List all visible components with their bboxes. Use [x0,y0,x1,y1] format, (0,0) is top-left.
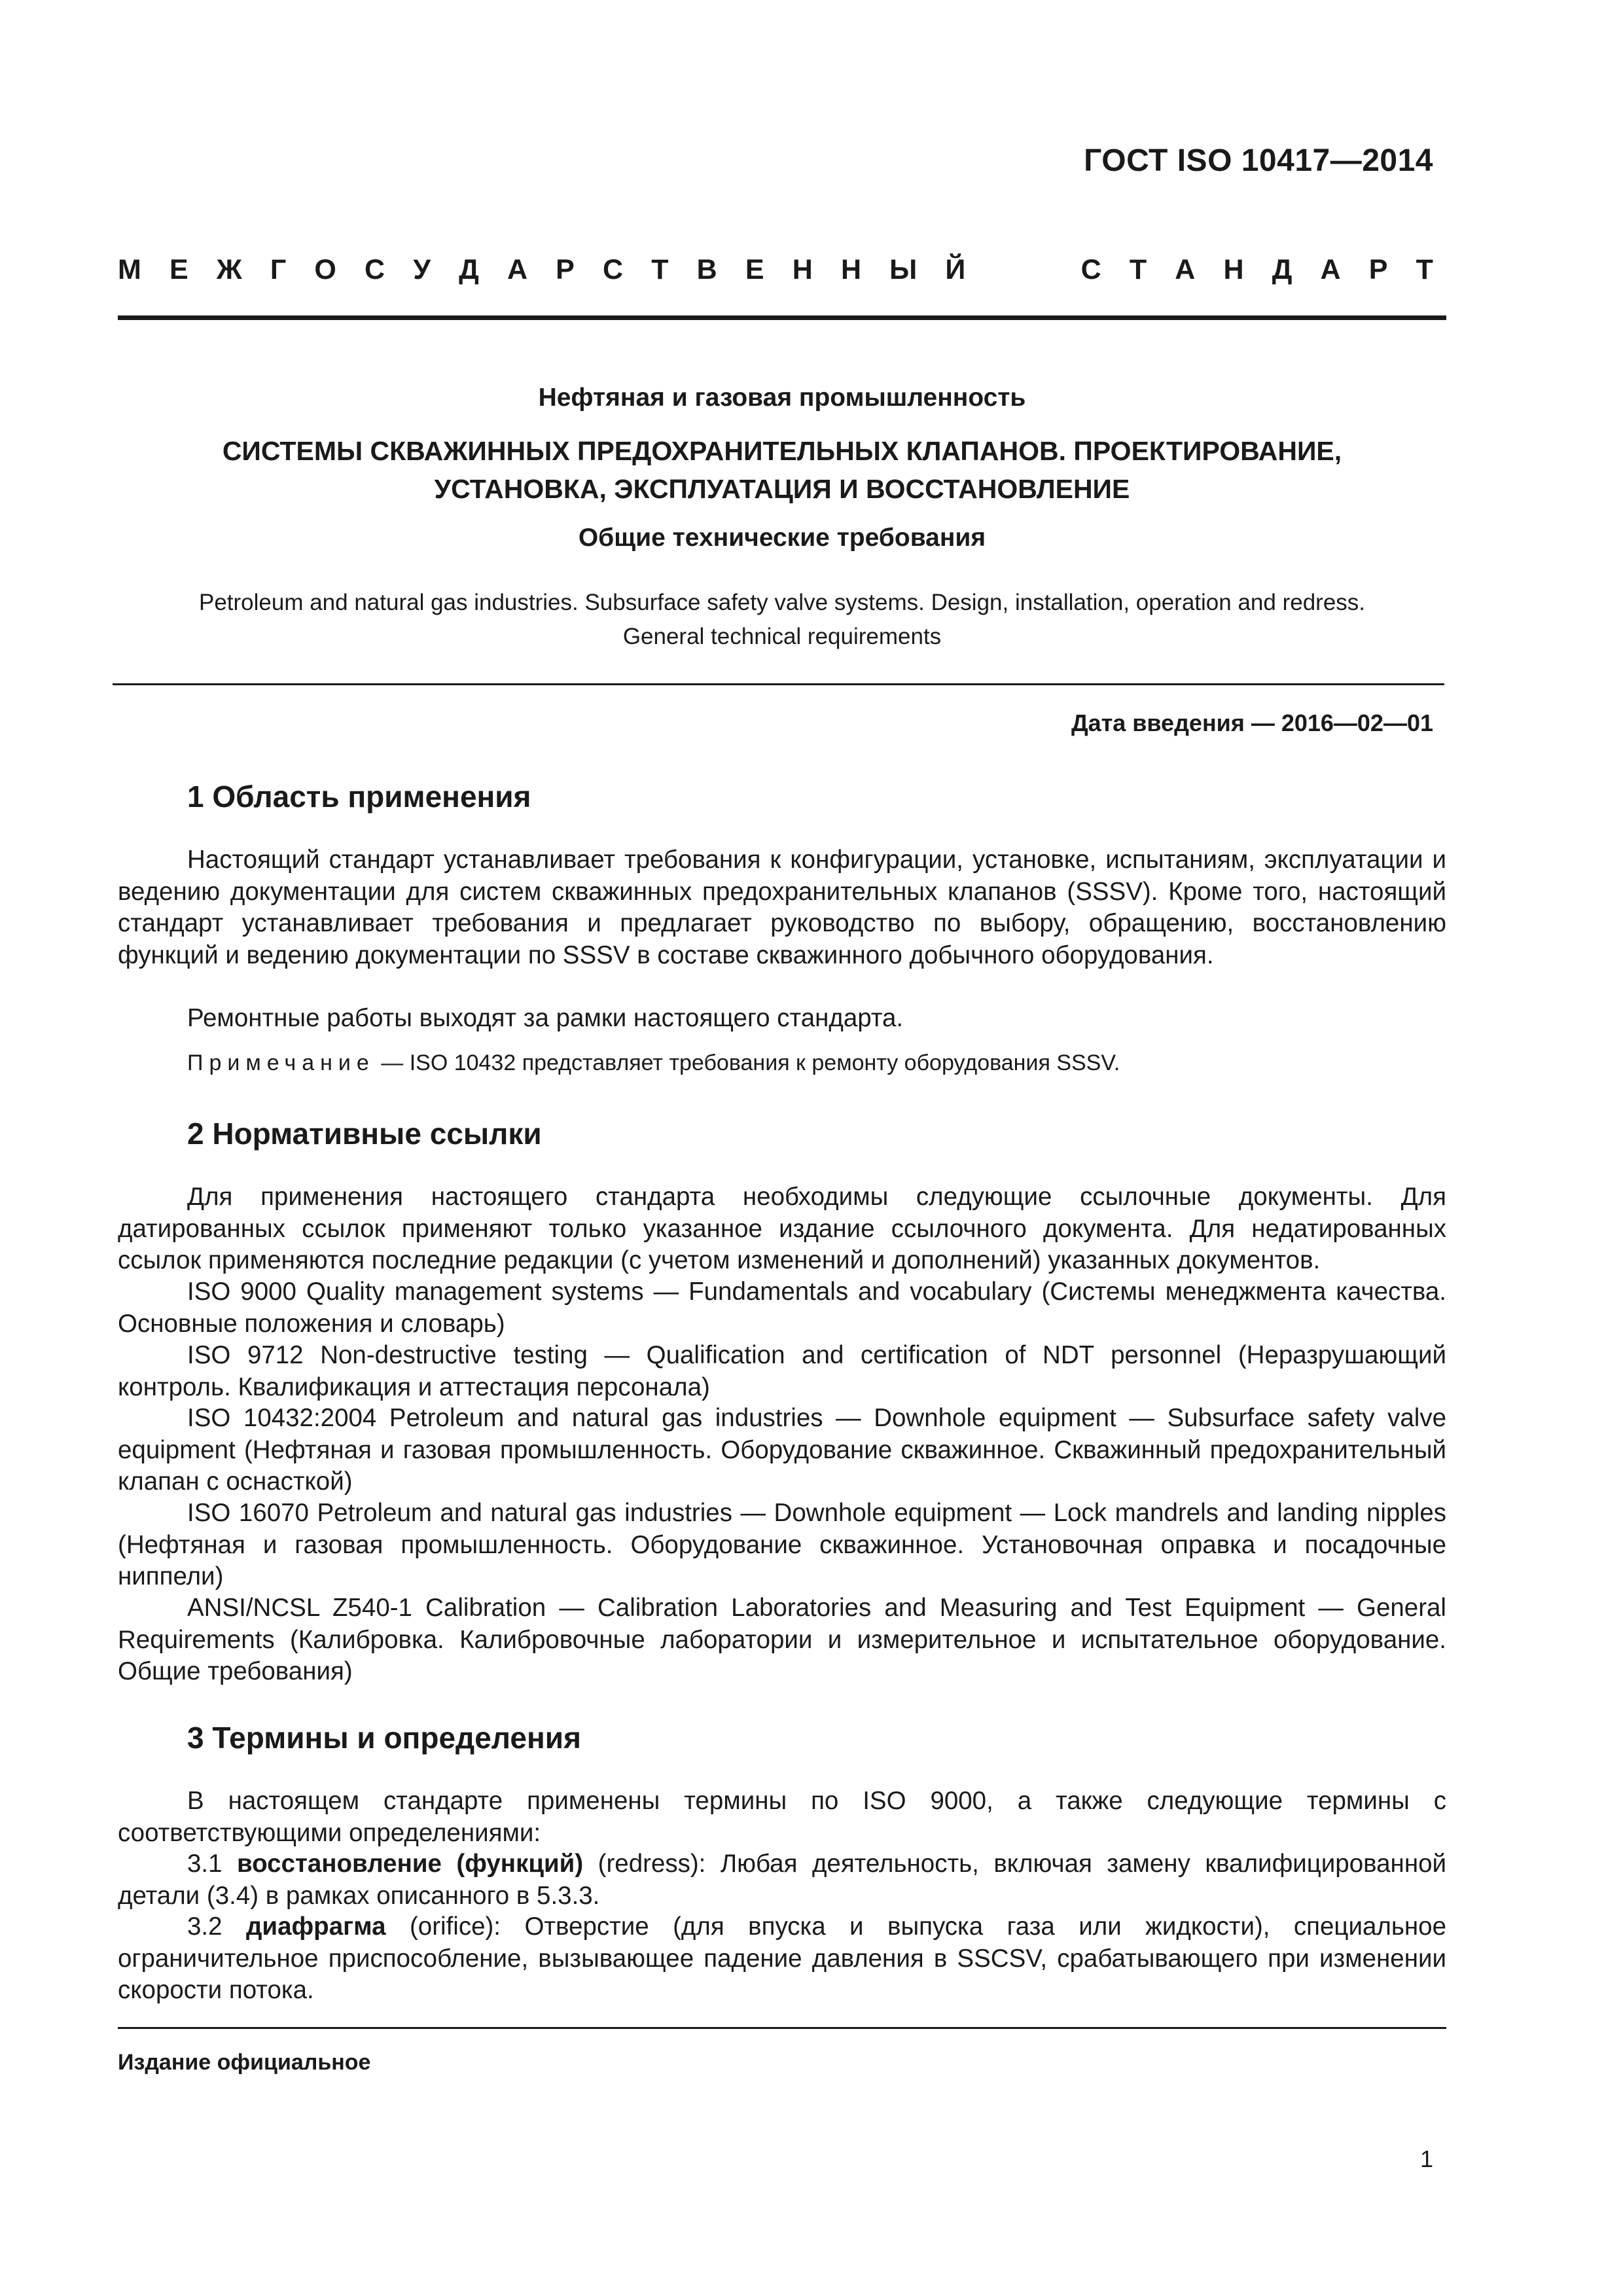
reference-iso-16070: ISO 16070 Petroleum and natural gas industries — Downhole equipment — Lock mandrels and landing nipples (Нефтяная и газовая промышленность. Оборудование скважинное. Установочная оправка и посадочные ниппели) [118,1499,1446,1590]
banner-letter: Ж [216,254,242,285]
banner-letter: М [118,254,141,285]
banner-letter: Т [1416,254,1433,285]
official-edition-label: Издание официальное [118,2050,371,2075]
banner-letter: Н [840,254,861,285]
gost-number: ГОСТ ISO 10417—2014 [1084,143,1433,178]
banner-letter: Т [651,254,669,285]
definition-term: восстановление (функций) [237,1850,584,1878]
banner-letter: Н [1223,254,1244,285]
english-title-line-2: General technical requirements [622,624,942,649]
banner-gap [993,254,1052,286]
footer-rule [118,2027,1446,2029]
banner-letter: Н [792,254,813,285]
definition-term: диафрагма [245,1912,386,1941]
scope-note [187,1050,1120,1076]
section-heading-terms: 3 Термины и определения [187,1721,581,1755]
banner-letter: А [1320,254,1341,285]
english-title [118,586,1446,654]
banner-letter: Е [745,254,764,285]
banner-letter: Е [169,254,188,285]
banner-letter: Й [945,254,966,285]
reference-iso-9712: ISO 9712 Non-destructive testing — Qualification and certification of NDT personnel (Неразрушающий контроль. Квалификация и аттестация персонала) [118,1341,1446,1401]
terms-intro: В настоящем стандарте применены термины по ISO 9000, а также следующие термины с соответствующими определениями: [118,1787,1446,1847]
definition-number: 3.1 [187,1850,238,1878]
banner-letter: С [1080,254,1101,285]
section-heading-references: 2 Нормативные ссылки [187,1117,542,1151]
banner-letter: У [413,254,431,285]
introduction-date: Дата введения — 2016—02—01 [1071,709,1433,736]
industry-title: Нефтяная и газовая промышленность [538,384,1026,412]
reference-ansi-z540: ANSI/NCSL Z540-1 Calibration — Calibration Laboratories and Measuring and Test Equipment — General Requirements (Калибровка. Калибровочные лаборатории и измерительное и испытательное оборудование. Общие требования) [118,1594,1446,1685]
note-label: Примечание [187,1050,375,1075]
definition-text: (orifice): Отверстие (для впуска и выпуска газа или жидкости), специальное ограничительное приспособление, вызывающее падение давления в SSCSV, срабатывающего при изменении скорости потока. [118,1912,1446,2004]
banner-letter: О [314,254,336,285]
definition-text: (redress): Любая деятельность, включая замену квалифицированной детали (3.4) в рамках описанного в 5.3.3. [118,1850,1447,1910]
note-text: — ISO 10432 представляет требования к ремонту оборудования SSSV. [374,1050,1120,1075]
scope-paragraph: Настоящий стандарт устанавливает требования к конфигурации, установке, испытаниям, эксплуатации и ведению документации для систем скважинных предохранительных клапанов (SSSV). Кроме того, настоящий стандарт устанавливает требования и предлагает руководство по выбору, обращению, восстановлению функций и ведению документации по SSSV в составе скважинного добычного оборудования. [118,846,1446,969]
header-rule [118,315,1446,320]
definition-orifice [118,1911,1446,2007]
references-intro: Для применения настоящего стандарта необходимы следующие ссылочные документы. Для датированных ссылок применяют только указанное издание ссылочного документа. Для недатированных ссылок применяются последние редакции (с учетом изменений и дополнений) указанных документов. [118,1183,1446,1274]
document-title-line-1: СИСТЕМЫ СКВАЖИННЫХ ПРЕДОХРАНИТЕЛЬНЫХ КЛАПАНОВ. ПРОЕКТИРОВАНИЕ, [222,436,1342,466]
definition-redress [118,1848,1446,1912]
banner-letter: Р [1368,254,1388,285]
banner-letter: А [507,254,527,285]
reference-iso-9000: ISO 9000 Quality management systems — Fundamentals and vocabulary (Системы менеджмента качества. Основные положения и словарь) [118,1278,1446,1338]
banner-letter: Р [556,254,575,285]
banner-letter: Ы [889,254,918,285]
document-title [118,432,1446,508]
document-title-line-2: УСТАНОВКА, ЭКСПЛУАТАЦИЯ И ВОССТАНОВЛЕНИЕ [434,474,1130,504]
english-title-line-1: Petroleum and natural gas industries. Subsurface safety valve systems. Design, installation, operation and redress. [198,590,1366,615]
standard-type-banner [118,254,1433,286]
banner-letter: Т [1129,254,1147,285]
scope-exclusion-paragraph: Ремонтные работы выходят за рамки настоящего стандарта. [187,1004,904,1032]
banner-letter: Г [270,254,287,285]
banner-letter: С [365,254,385,285]
reference-iso-10432: ISO 10432:2004 Petroleum and natural gas industries — Downhole equipment — Subsurface safety valve equipment (Нефтяная и газовая промышленность. Оборудование скважинное. Скважинный предохранительный клапан с оснасткой) [118,1404,1446,1496]
page-number: 1 [1419,2145,1433,2172]
banner-letter: Д [1272,254,1293,285]
banner-letter: А [1175,254,1196,285]
banner-letter: С [603,254,624,285]
banner-letter: В [696,254,717,285]
definition-number: 3.2 [187,1912,246,1941]
document-subtitle: Общие технические требования [578,524,986,552]
title-rule [113,683,1444,685]
banner-letter: Д [459,254,479,285]
section-heading-scope: 1 Область применения [187,780,531,814]
